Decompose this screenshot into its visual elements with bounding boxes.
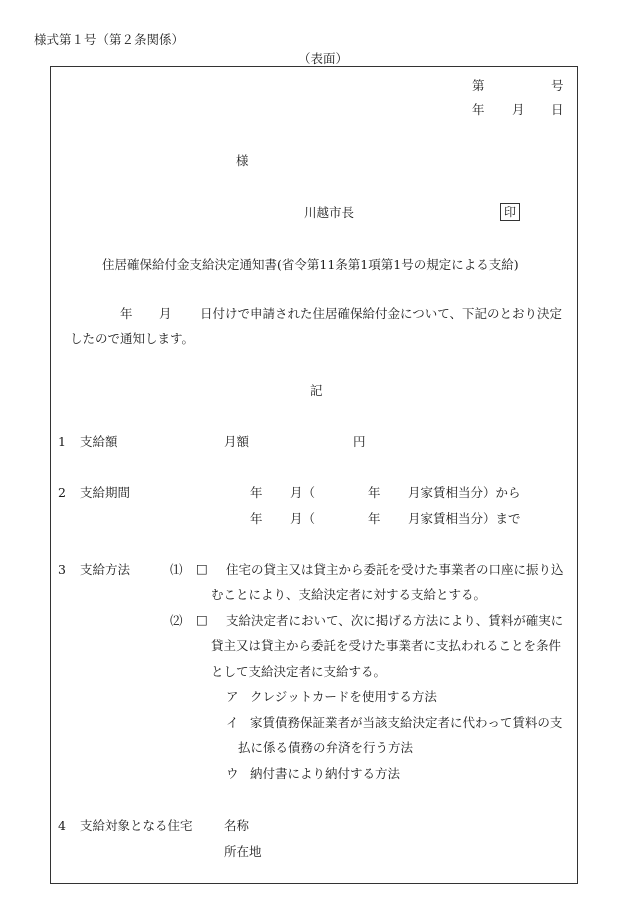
option2-line3: として支給決定者に支給する。 xyxy=(211,664,387,679)
item1-number: 1 xyxy=(58,434,66,449)
option2-line2: 貸主又は貸主から委託を受けた事業者に支払われることを条件 xyxy=(211,638,562,653)
item2-label: 支給期間 xyxy=(80,485,131,500)
item4-label: 支給対象となる住宅 xyxy=(80,818,193,833)
item1-monthly: 月額 xyxy=(224,434,250,449)
period-end-suffix: 月家賃相当分）まで xyxy=(408,511,521,526)
intro-month: 月 xyxy=(159,306,172,321)
option2-marker: ⑵ xyxy=(170,613,183,628)
date-day: 日 xyxy=(551,102,564,117)
method-u-text: 納付書により納付する方法 xyxy=(250,766,401,781)
option2-checkbox[interactable]: □ xyxy=(196,612,208,627)
addressee-sama: 様 xyxy=(236,153,249,168)
item3-label: 支給方法 xyxy=(80,562,131,577)
intro-year: 年 xyxy=(120,306,133,321)
side-label: （表面） xyxy=(298,51,349,66)
item1-label: 支給額 xyxy=(80,434,118,449)
method-i-kana: イ xyxy=(226,715,239,730)
period-end-year: 年 xyxy=(250,511,263,526)
option1-line1: 住宅の貸主又は貸主から委託を受けた事業者の口座に振り込 xyxy=(226,562,564,577)
housing-address-label: 所在地 xyxy=(224,844,262,859)
period-start-year: 年 xyxy=(250,485,263,500)
document-frame xyxy=(50,66,578,884)
option1-marker: ⑴ xyxy=(170,562,183,577)
method-i-text1: 家賃債務保証業者が当該支給決定者に代わって賃料の支 xyxy=(250,715,563,730)
period-start-suffix: 月家賃相当分）から xyxy=(408,485,521,500)
ki-heading: 記 xyxy=(310,383,323,398)
method-a-kana: ア xyxy=(226,689,239,704)
item4-number: 4 xyxy=(58,818,66,833)
document-title: 住居確保給付金支給決定通知書(省令第11条第1項第1号の規定による支給) xyxy=(102,257,519,272)
method-a-text: クレジットカードを使用する方法 xyxy=(250,689,437,704)
form-number: 様式第１号（第２条関係） xyxy=(34,32,185,47)
housing-name-label: 名称 xyxy=(224,818,250,833)
method-u-kana: ウ xyxy=(226,766,239,781)
period-end-month: 月（ xyxy=(290,511,316,526)
period-start-month: 月（ xyxy=(290,485,316,500)
item3-number: 3 xyxy=(58,562,66,577)
method-i-text2: 払に係る債務の弁済を行う方法 xyxy=(238,740,414,755)
option2-line1: 支給決定者において、次に掲げる方法により、賃料が確実に xyxy=(226,613,564,628)
issuer-title: 川越市長 xyxy=(304,205,355,220)
option1-line2: むことにより、支給決定者に対する支給とする。 xyxy=(211,587,487,602)
period-end-rent-year: 年 xyxy=(368,511,381,526)
number-dai: 第 xyxy=(472,78,485,93)
option1-checkbox[interactable]: □ xyxy=(196,561,208,576)
date-month: 月 xyxy=(512,102,525,117)
item2-number: 2 xyxy=(58,485,66,500)
intro-line1: 日付けで申請された住居確保給付金について、下記のとおり決定 xyxy=(200,306,563,321)
period-start-rent-year: 年 xyxy=(368,485,381,500)
item1-yen: 円 xyxy=(353,434,366,449)
seal-mark xyxy=(500,203,520,221)
seal-text: 印 xyxy=(500,203,520,221)
date-year: 年 xyxy=(472,102,485,117)
number-go: 号 xyxy=(551,78,564,93)
intro-line2: したので通知します。 xyxy=(70,331,195,346)
